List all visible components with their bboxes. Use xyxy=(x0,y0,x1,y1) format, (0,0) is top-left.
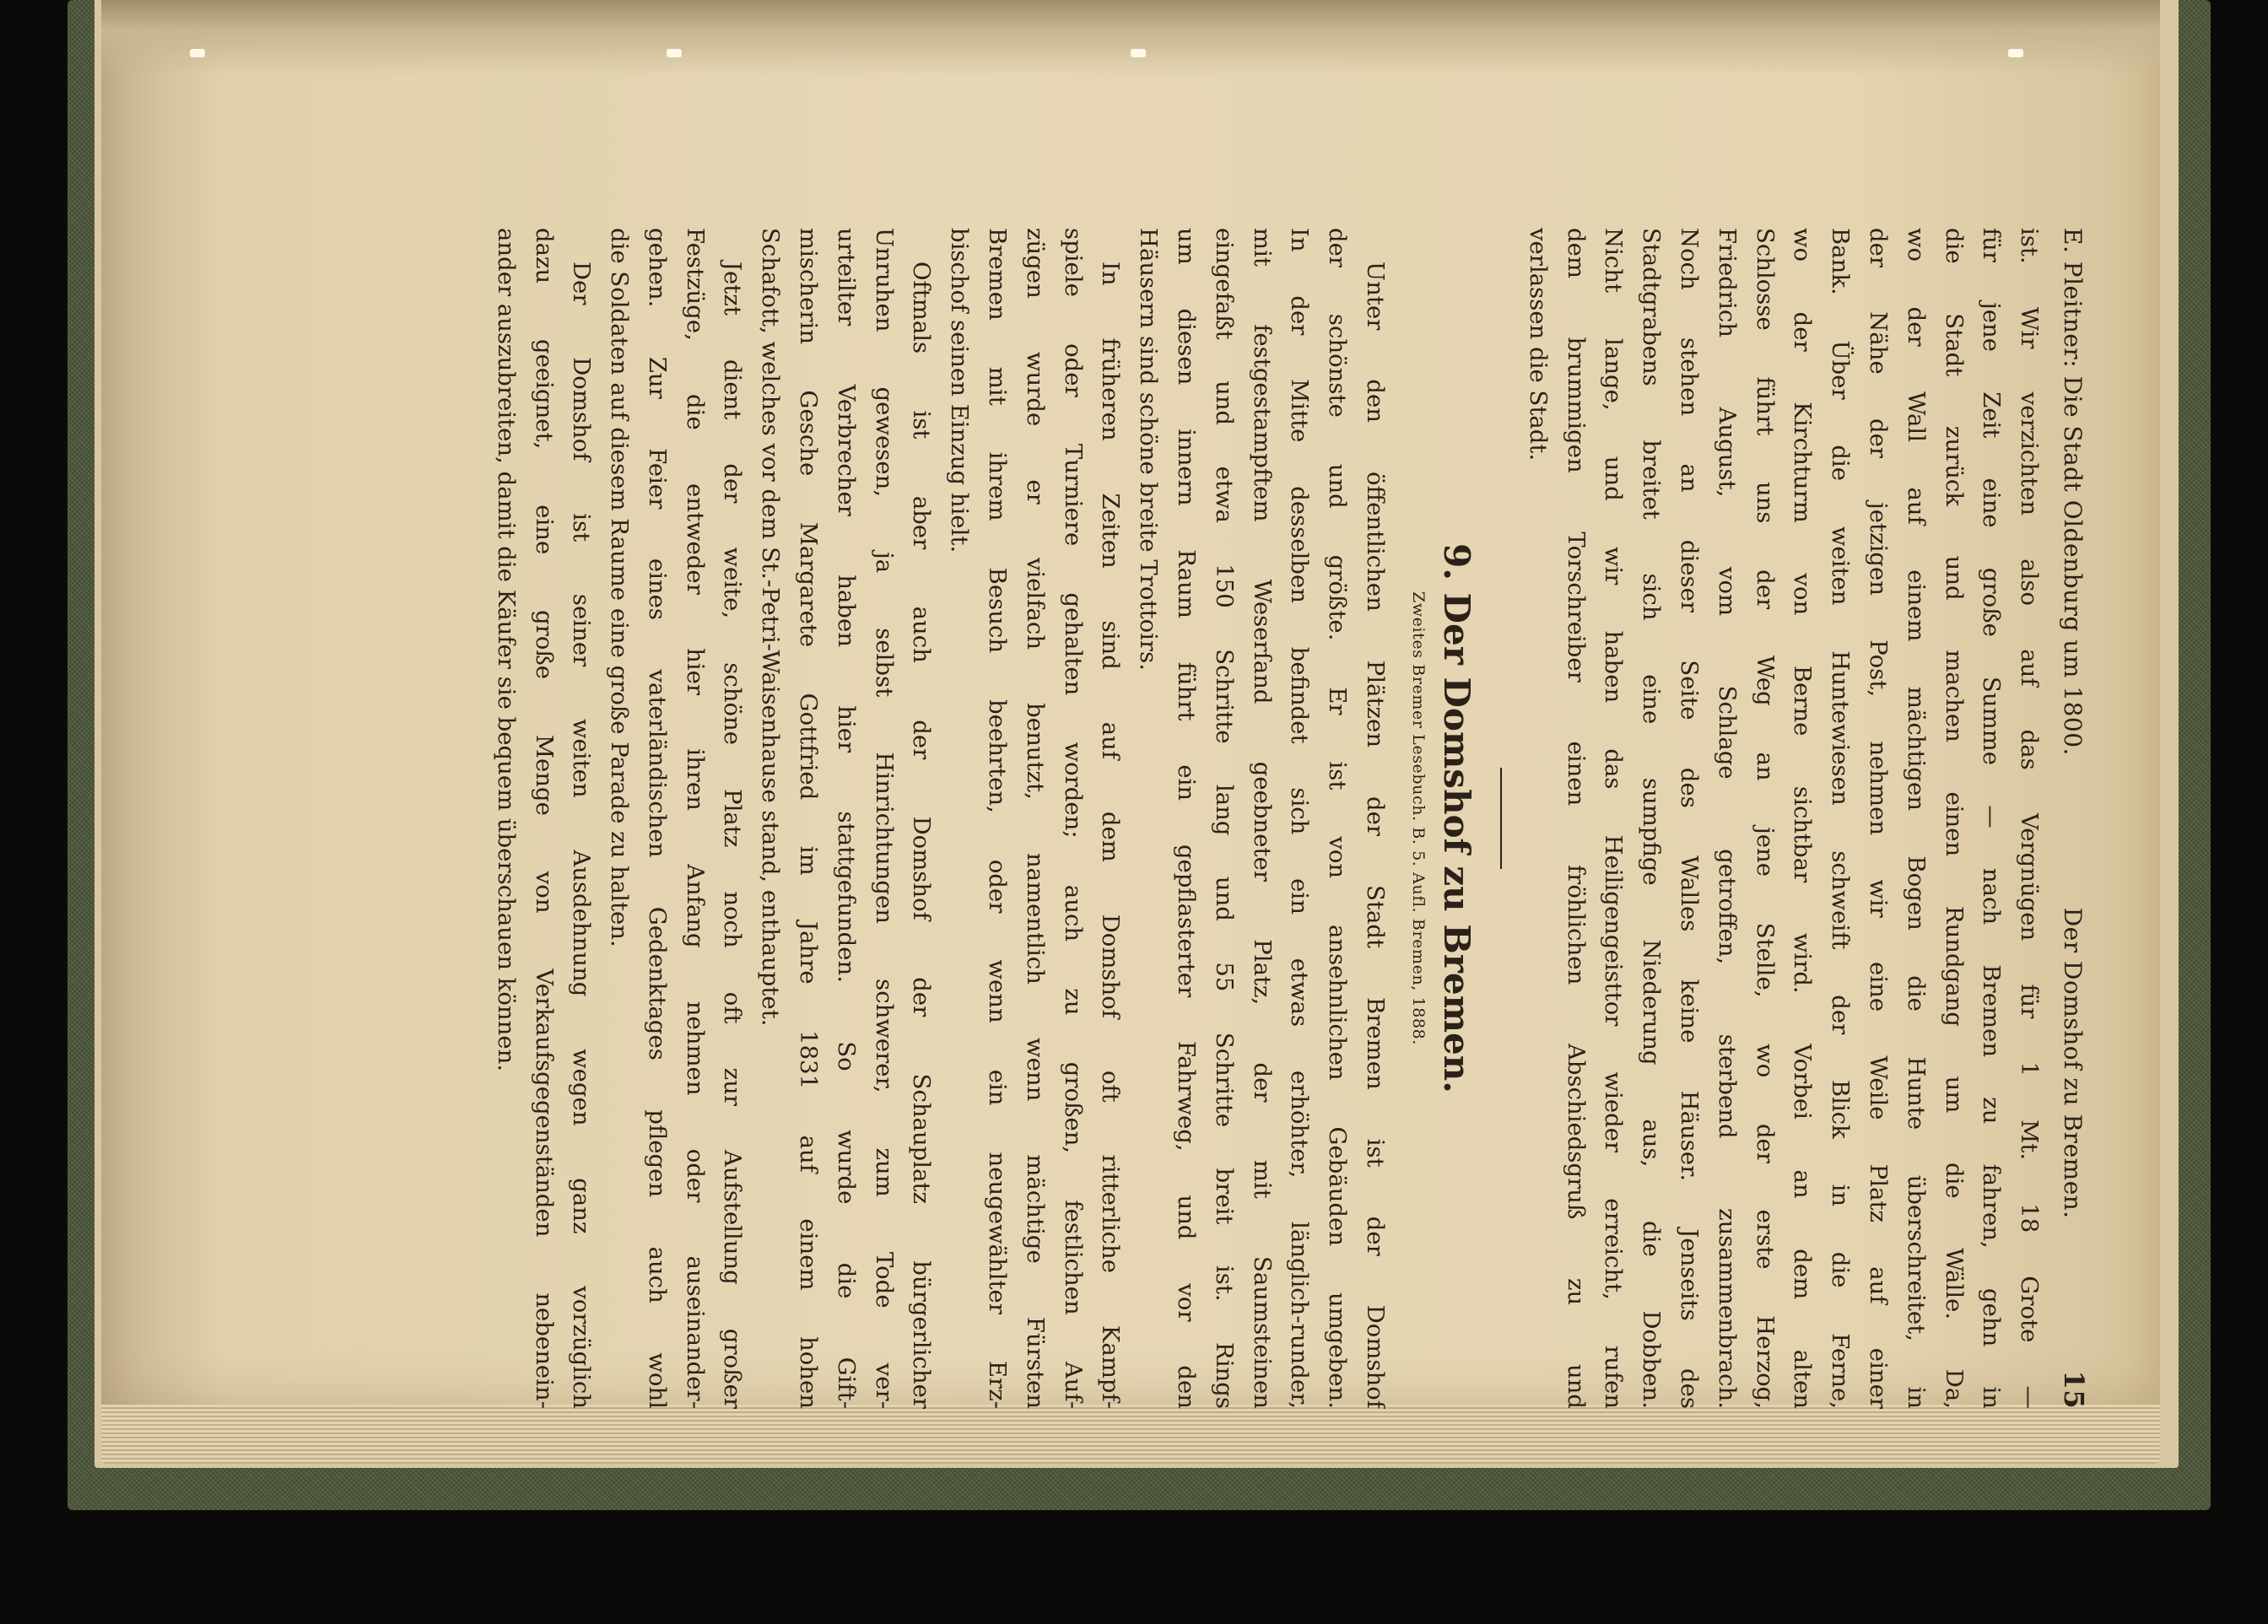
text-line: der Nähe der jetzigen Post, nehmen wir eine Weile Platz auf einer xyxy=(1865,228,1893,1409)
text-line: dazu geeignet, eine große Menge von Verkaufsgegenständen nebenein- xyxy=(530,228,558,1409)
binding-stitch xyxy=(1131,49,1146,57)
text-line: In früheren Zeiten sind auf dem Domshof oft ritterliche Kampf- xyxy=(1097,262,1125,1409)
text-line: Nicht lange, und wir haben das Heiligengeisttor wieder erreicht, rufen xyxy=(1600,228,1628,1409)
text-line: Der Domshof ist seiner weiten Ausdehnung wegen ganz vorzüglich xyxy=(568,262,596,1409)
text-line: ist. Wir verzichten also auf das Vergnügen für 1 Mt. 18 Grote — xyxy=(2016,228,2044,1409)
text-line: Friedrich August, vom Schlage getroffen, sterbend zusammenbrach. xyxy=(1713,228,1741,1409)
text-line: Jetzt dient der weite, schöne Platz noch oft zur Aufstellung großer xyxy=(719,262,747,1409)
text-line: Schlosse führt uns der Weg an jene Stelle, wo der erste Herzog, xyxy=(1751,228,1779,1409)
text-line: dem brummigen Torschreiber einen fröhlichen Abschiedsgruß zu und xyxy=(1562,228,1590,1409)
text-line: verlassen die Stadt. xyxy=(1524,228,1552,461)
running-head-left: E. Pleitner: Die Stadt Oldenburg um 1800. xyxy=(2059,228,2087,756)
page-number: 15 xyxy=(2058,1370,2090,1409)
text-line: mischerin Gesche Margarete Gottfried im Jahre 1831 auf einem hohen xyxy=(795,228,823,1409)
text-line: Bremen mit ihrem Besuch beehrten, oder wenn ein neugewählter Erz- xyxy=(984,228,1012,1409)
text-line: ander auszubreiten, damit die Käufer sie bequem überschauen können. xyxy=(492,228,520,1072)
text-line: Festzüge, die entweder hier ihren Anfang nehmen oder auseinander- xyxy=(681,228,709,1409)
text-line: In der Mitte desselben befindet sich ein etwas erhöhter, länglich-runder, xyxy=(1286,228,1314,1409)
text-line: Noch stehen an dieser Seite des Walles keine Häuser. Jenseits des xyxy=(1676,228,1704,1409)
section-rule xyxy=(1500,768,1502,869)
binding-stitch xyxy=(190,49,205,57)
chapter-source: Zweites Bremer Lesebuch. B. 5. Aufl. Bremen, 1888. xyxy=(1409,591,1428,1045)
text-line: Häusern sind schöne breite Trottoirs. xyxy=(1135,228,1163,671)
chapter-title: 9. Der Domshof zu Bremen. xyxy=(1436,543,1478,1093)
printed-text-block xyxy=(202,228,2092,1409)
text-line: gehen. Zur Feier eines vaterländischen Gedenktages pflegen auch wohl xyxy=(643,228,671,1409)
text-line: Schafott, welches vor dem St.-Petri-Waisenhause stand, enthauptet. xyxy=(757,228,785,1027)
text-line: der schönste und größte. Er ist von ansehnlichen Gebäuden umgeben. xyxy=(1324,228,1352,1409)
text-line: spiele oder Turniere gehalten worden; auch zu großen, festlichen Auf- xyxy=(1059,228,1087,1409)
text-line: mit festgestampftem Weserſand geebneter Platz, der mit Saumsteinen xyxy=(1248,228,1276,1409)
text-line: für jene Zeit eine große Summe — nach Bremen zu fahren, gehn in xyxy=(1978,228,2006,1409)
text-line: bischof seinen Einzug hielt. xyxy=(946,228,974,553)
paragraph-3 xyxy=(940,228,1129,1409)
text-line: Stadtgrabens breitet sich eine sumpfige Niederung aus, die Dobben. xyxy=(1638,228,1666,1409)
binding-stitch xyxy=(667,49,682,57)
text-line: Bank. Über die weiten Huntewiesen schweift der Blick in die Ferne, xyxy=(1827,228,1855,1409)
paragraph-1 xyxy=(1519,228,2048,1409)
page-gutter xyxy=(101,0,2160,76)
text-line: wo der Wall auf einem mächtigen Bogen die Hunte überschreitet, in xyxy=(1902,228,1930,1409)
text-line: zügen wurde er vielfach benutzt, namentlich wenn mächtige Fürsten xyxy=(1021,228,1049,1409)
text-line: die Stadt zurück und machen einen Rundgang um die Wälle. Da, xyxy=(1940,228,1968,1409)
text-line: Unter den öffentlichen Plätzen der Stadt Bremen ist der Domshof xyxy=(1362,262,1390,1409)
paragraph-5 xyxy=(600,228,751,1409)
text-line: eingefaßt und etwa 150 Schritte lang und 55 Schritte breit ist. Rings xyxy=(1210,228,1238,1409)
text-line: wo der Kirchturm von Berne sichtbar wird. Vorbei an dem alten xyxy=(1789,228,1817,1409)
paragraph-6 xyxy=(487,228,600,1409)
paragraph-4 xyxy=(752,228,941,1409)
text-line: urteilter Verbrecher haben hier stattgefunden. So wurde die Gift- xyxy=(832,228,860,1409)
paragraph-2 xyxy=(1129,228,1394,1409)
text-line: die Soldaten auf diesem Raume eine große Parade zu halten. xyxy=(606,228,634,947)
text-line: Unruhen gewesen, ja selbst Hinrichtungen schwerer, zum Tode ver- xyxy=(870,228,898,1409)
text-line: um diesen innern Raum führt ein gepflasterter Fahrweg, und vor den xyxy=(1173,228,1201,1409)
text-line: Oftmals ist aber auch der Domshof der Schauplatz bürgerlicher xyxy=(908,262,936,1409)
running-head xyxy=(2053,228,2092,1409)
running-head-right: Der Domshof zu Bremen. xyxy=(2059,907,2087,1219)
binding-stitch xyxy=(2008,49,2023,57)
